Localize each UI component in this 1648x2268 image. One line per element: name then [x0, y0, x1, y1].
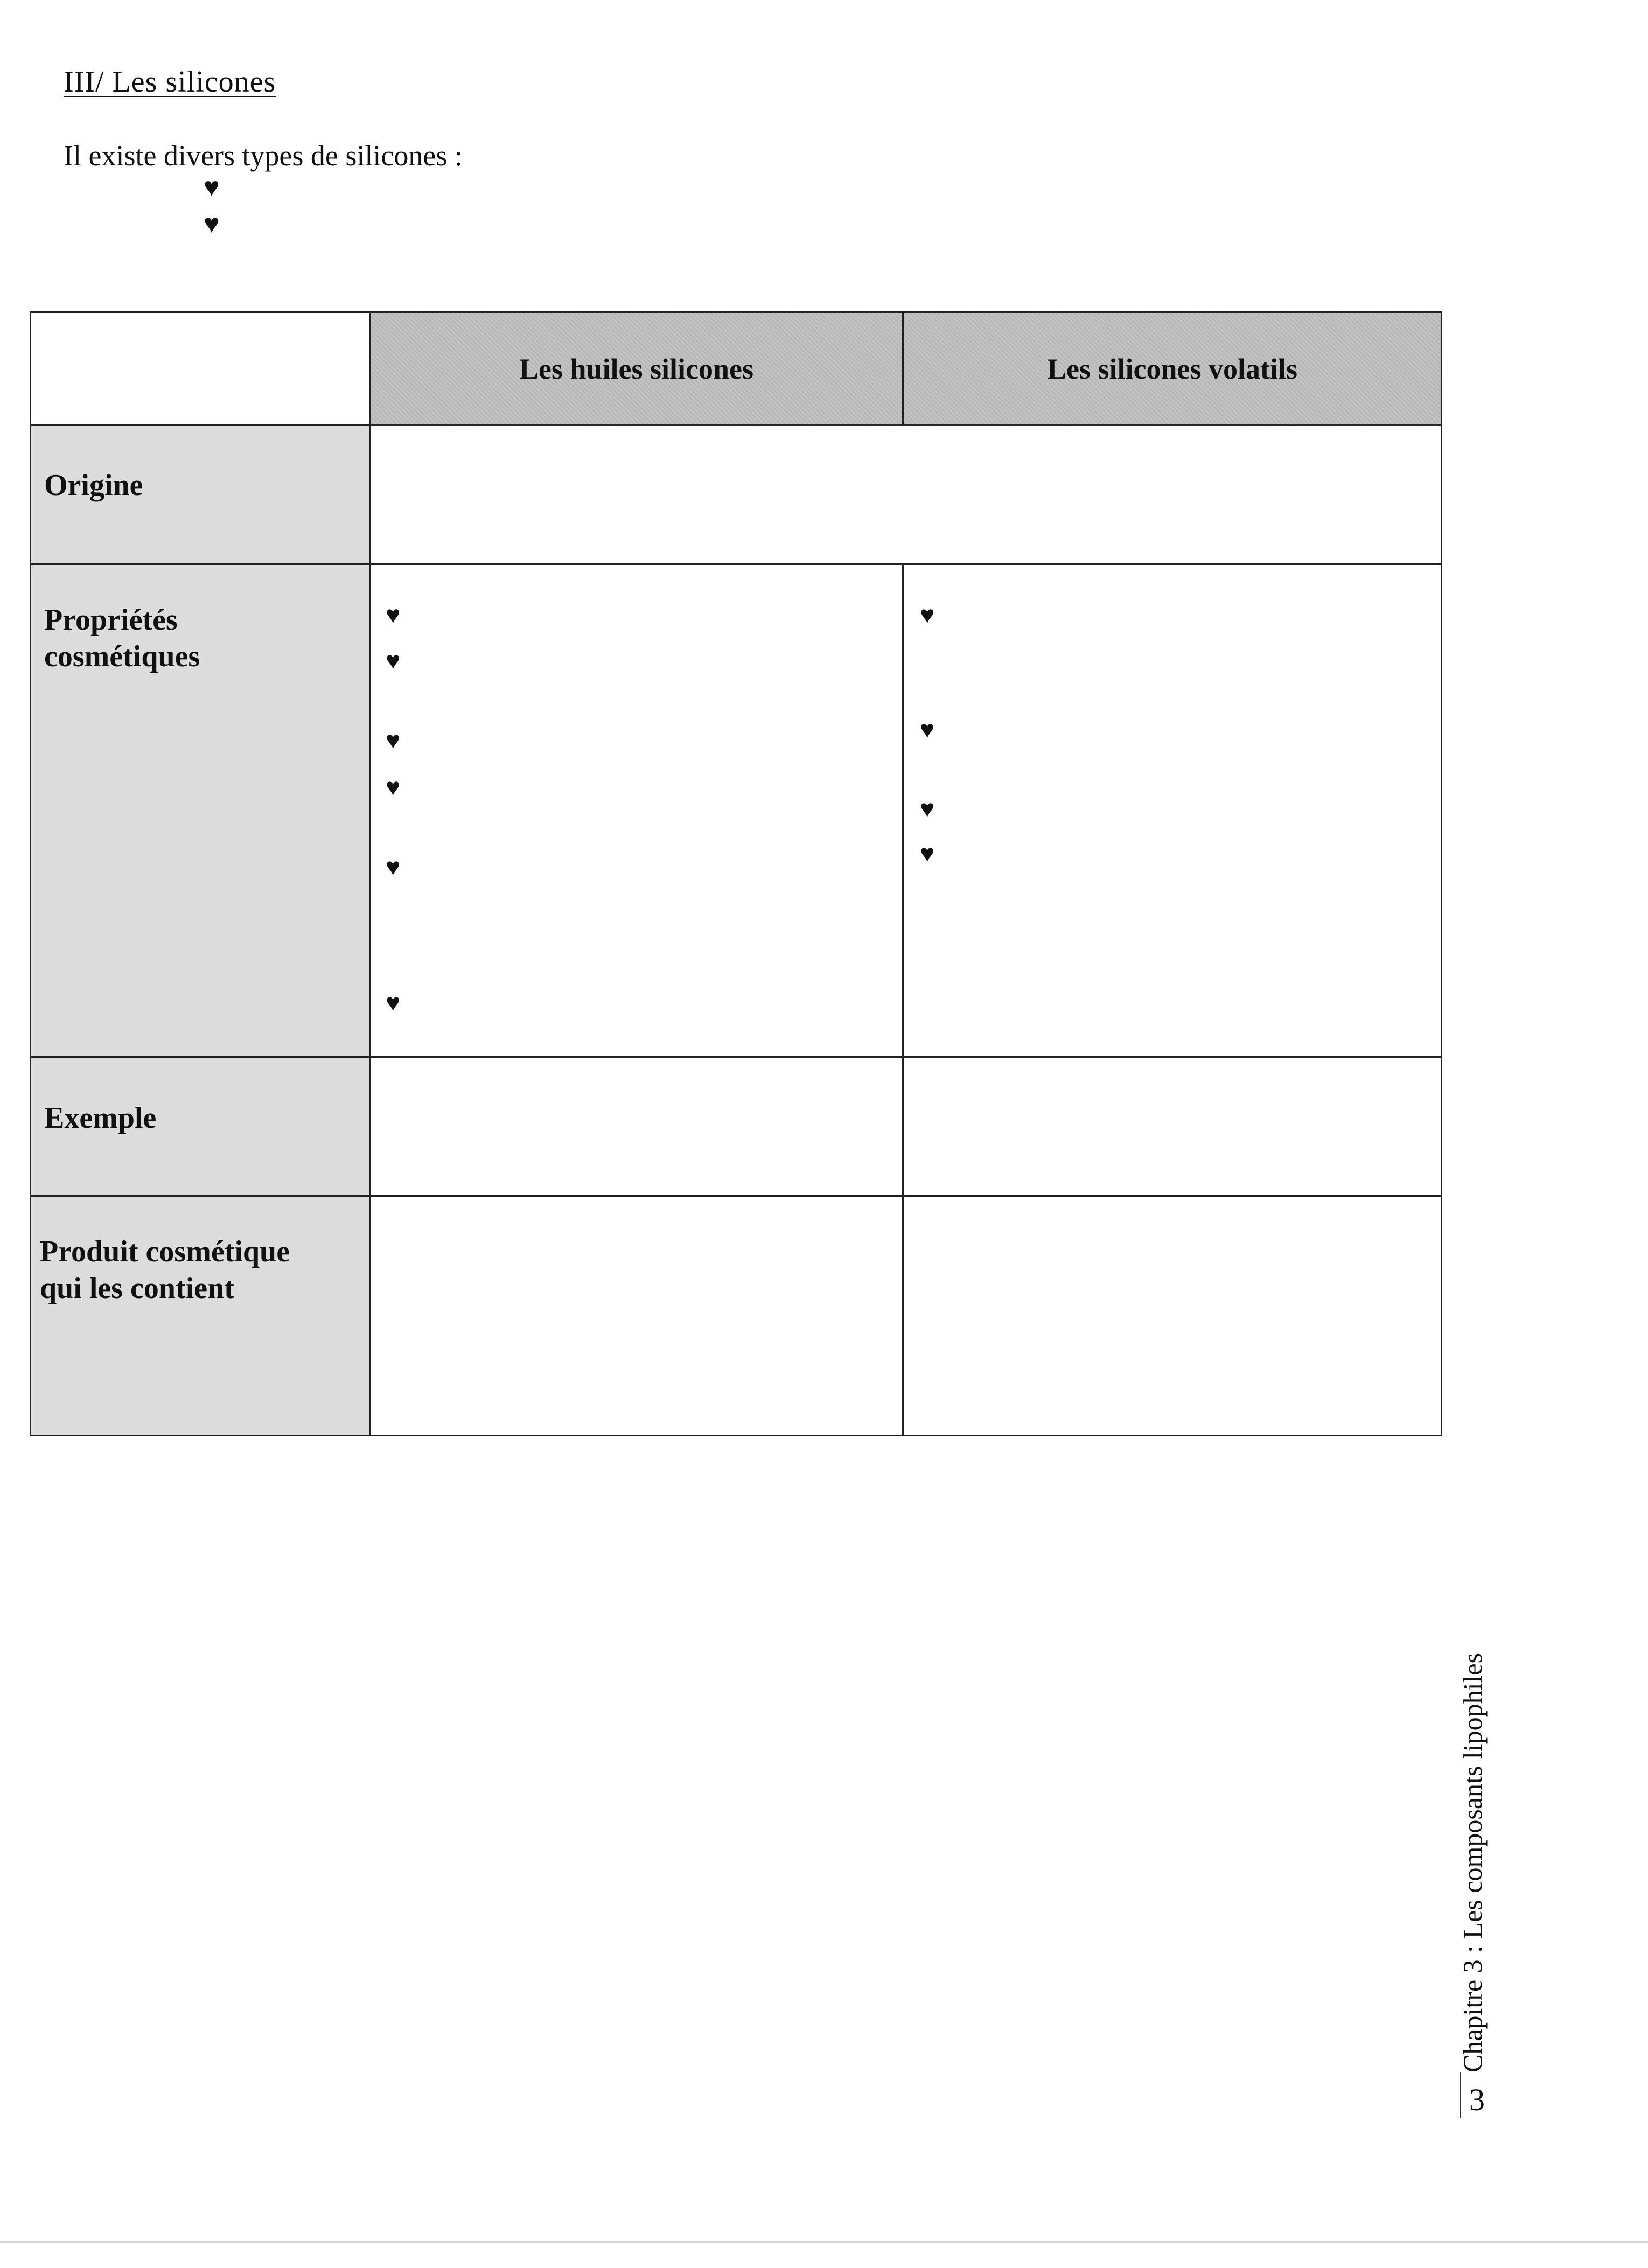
- row-label-origine: Origine: [44, 469, 143, 502]
- heart-bullet-icon: ♥: [204, 172, 220, 202]
- heart-bullet-icon: ♥: [386, 853, 401, 881]
- answer-cell-origine[interactable]: [370, 425, 1442, 564]
- scan-edge-line: [0, 2241, 1648, 2243]
- table-corner-cell: [31, 312, 370, 425]
- intro-text: Il existe divers types de silicones :: [64, 139, 463, 172]
- answer-cell-proprietes-volatils[interactable]: [903, 564, 1442, 1057]
- answer-cell-proprietes-huiles[interactable]: [370, 564, 903, 1057]
- row-header-exemple: [31, 1057, 370, 1196]
- section-title: III/ Les silicones: [64, 65, 276, 99]
- row-label-exemple: Exemple: [44, 1101, 157, 1135]
- row-label-produit-line1: Produit cosmétique: [40, 1235, 290, 1268]
- row-label-produit: [40, 1233, 290, 1307]
- page-number: 3: [1469, 2082, 1485, 2117]
- heart-bullet-icon: ♥: [386, 727, 401, 754]
- answer-cell-exemple-volatils[interactable]: [903, 1057, 1442, 1196]
- silicones-table: [30, 311, 1442, 1436]
- heart-bullet-icon: ♥: [386, 601, 401, 629]
- row-label-produit-line2: qui les contient: [40, 1272, 234, 1305]
- table-row-produit: [31, 1196, 1442, 1436]
- row-header-origine: [31, 425, 370, 564]
- table-row-proprietes: [31, 564, 1442, 1057]
- column-header-huiles: Les huiles silicones: [370, 312, 903, 425]
- heart-bullet-icon: ♥: [920, 840, 935, 867]
- heart-bullet-icon: ♥: [386, 647, 401, 674]
- row-label-proprietes: [44, 602, 200, 675]
- column-header-volatils: Les silicones volatils: [903, 312, 1442, 425]
- answer-cell-produit-huiles[interactable]: [370, 1196, 903, 1436]
- row-label-proprietes-line1: Propriétés: [44, 603, 178, 637]
- heart-bullet-icon: ♥: [386, 989, 401, 1016]
- answer-cell-exemple-huiles[interactable]: [370, 1057, 903, 1196]
- row-label-proprietes-line2: cosmétiques: [44, 640, 200, 673]
- heart-bullet-icon: ♥: [920, 601, 935, 629]
- table-row-exemple: [31, 1057, 1442, 1196]
- heart-bullet-icon: ♥: [920, 795, 935, 822]
- table-row-origine: [31, 425, 1442, 564]
- chapter-title: Chapitre 3 : Les composants lipophiles: [1457, 1652, 1488, 2072]
- row-header-proprietes: [31, 564, 370, 1057]
- heart-bullet-icon: ♥: [386, 773, 401, 801]
- footer-divider: [1460, 2072, 1461, 2118]
- row-header-produit: [31, 1196, 370, 1436]
- table-header-row: [31, 312, 1442, 425]
- heart-bullet-icon: ♥: [204, 208, 220, 239]
- heart-bullet-icon: ♥: [920, 716, 935, 743]
- answer-cell-produit-volatils[interactable]: [903, 1196, 1442, 1436]
